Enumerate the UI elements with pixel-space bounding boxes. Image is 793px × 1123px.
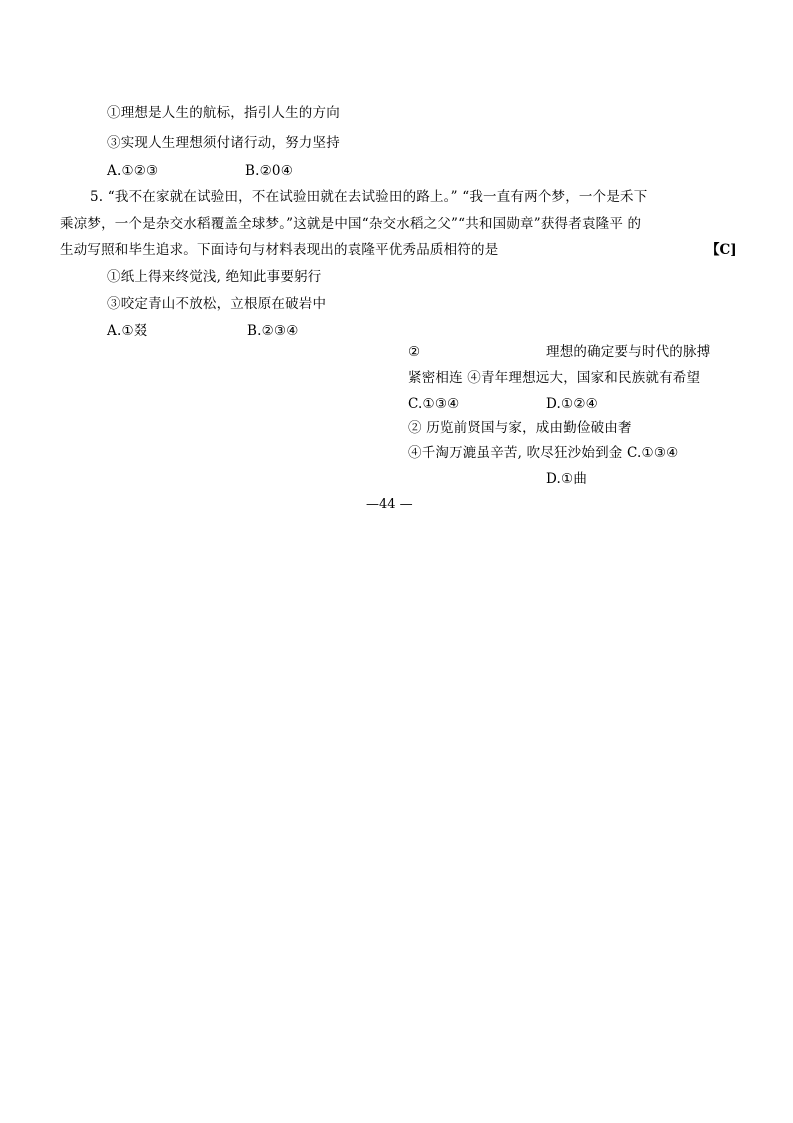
choice-a: A.①叕: [107, 323, 148, 339]
poem-option-1: ①纸上得来终觉浅, 绝知此事要躬行: [107, 269, 322, 285]
option-2-text: 理想的确定要与时代的脉搏: [546, 344, 711, 360]
option-3-text: ③实现人生理想须付诸行动，努力坚持: [107, 135, 340, 151]
poem-option-3: ③咬定青山不放松，立根原在破岩中: [107, 296, 327, 312]
question-5-line-1: 5. “我不在家就在试验田，不在试验田就在去试验田的路上。” “我一直有两个梦，一个是禾下: [90, 189, 648, 205]
choice-d: D.①②④: [546, 396, 598, 412]
choice-c: C.①③④: [408, 396, 460, 412]
question-5-line-2: 乘凉梦，一个是杂交水稻覆盖全球梦。”这就是中国“杂交水稻之父”“共和国勋章”获得者袁隆平 的: [60, 216, 642, 232]
choice-b: B.②③④: [247, 323, 299, 339]
page-number: —44 —: [366, 497, 413, 512]
choice-a: A.①②③: [107, 163, 159, 179]
question-5-line-3: 生动写照和毕生追求。下面诗句与材料表现出的袁隆平优秀品质相符的是: [60, 242, 499, 258]
poem-option-2: ② 历览前贤国与家，成由勤俭破由奢: [408, 420, 632, 436]
choice-d: D.①曲: [546, 471, 588, 487]
option-1-text: ①理想是人生的航标，指引人生的方向: [107, 105, 340, 121]
choice-b: B.②0④: [245, 163, 294, 179]
option-2-4-text: 紧密相连 ④青年理想远大，国家和民族就有希望: [408, 370, 701, 386]
option-2-marker: ②: [408, 344, 421, 360]
answer-mark: 【C]: [706, 242, 737, 258]
poem-option-4: ④千淘万漉虽辛苦, 吹尽狂沙始到金 C.①③④: [408, 445, 679, 461]
